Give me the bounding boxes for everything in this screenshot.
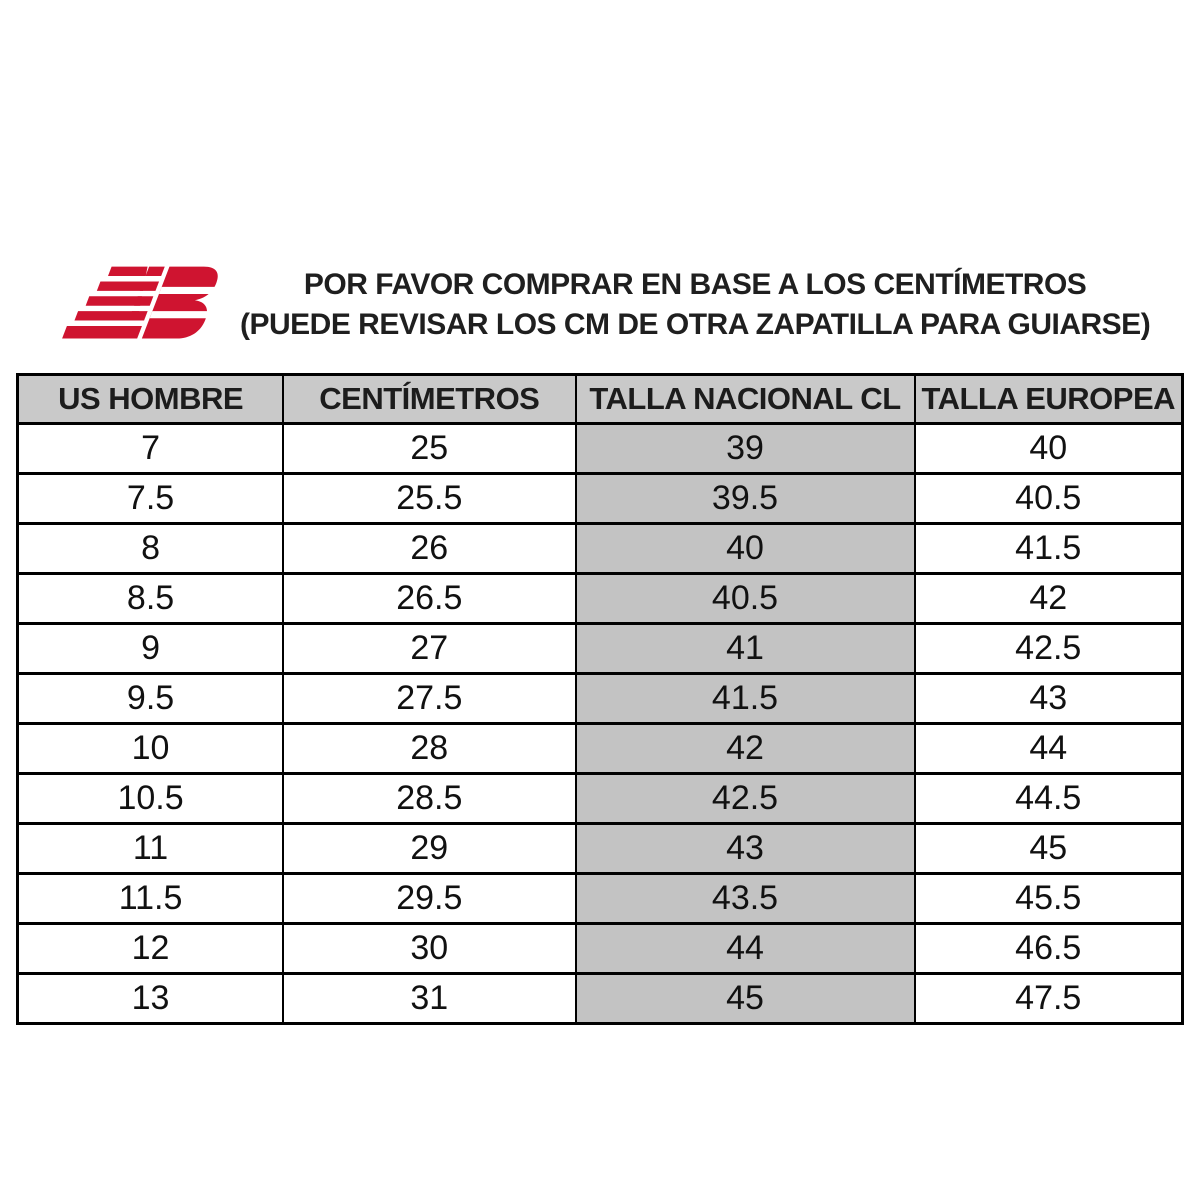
size-row: [18, 824, 1183, 874]
size-cell: 9.5: [18, 674, 284, 724]
size-cell: 31: [283, 974, 575, 1024]
size-cell: 45.5: [915, 874, 1183, 924]
new-balance-logo: [60, 253, 240, 349]
size-cell: 7: [18, 424, 284, 474]
size-cell: 8: [18, 524, 284, 574]
masthead: [16, 253, 1184, 349]
size-cell: 10.5: [18, 774, 284, 824]
size-cell: 28.5: [283, 774, 575, 824]
size-cell: 43: [576, 824, 915, 874]
size-cell: 11.5: [18, 874, 284, 924]
size-cell: 44: [915, 724, 1183, 774]
size-row: [18, 724, 1183, 774]
size-cell: 39: [576, 424, 915, 474]
size-cell: 42: [915, 574, 1183, 624]
size-row: [18, 474, 1183, 524]
size-row: [18, 974, 1183, 1024]
size-cell: 40: [576, 524, 915, 574]
size-cell: 47.5: [915, 974, 1183, 1024]
size-cell: 39.5: [576, 474, 915, 524]
size-cell: 40.5: [576, 574, 915, 624]
size-cell: 29.5: [283, 874, 575, 924]
size-table: [16, 373, 1184, 1025]
title-line-2: (PUEDE REVISAR LOS CM DE OTRA ZAPATILLA PARA GUIARSE): [240, 308, 1151, 341]
size-cell: 26: [283, 524, 575, 574]
size-cell: 43: [915, 674, 1183, 724]
size-cell: 30: [283, 924, 575, 974]
size-cell: 42: [576, 724, 915, 774]
size-row: [18, 524, 1183, 574]
column-header: CENTÍMETROS: [283, 375, 575, 424]
column-header: TALLA EUROPEA: [915, 375, 1183, 424]
size-cell: 26.5: [283, 574, 575, 624]
size-cell: 11: [18, 824, 284, 874]
size-cell: 45: [576, 974, 915, 1024]
size-cell: 27: [283, 624, 575, 674]
size-cell: 40: [915, 424, 1183, 474]
size-cell: 12: [18, 924, 284, 974]
size-cell: 45: [915, 824, 1183, 874]
size-cell: 9: [18, 624, 284, 674]
size-row: [18, 424, 1183, 474]
size-cell: 42.5: [915, 624, 1183, 674]
size-cell: 29: [283, 824, 575, 874]
size-cell: 7.5: [18, 474, 284, 524]
size-cell: 13: [18, 974, 284, 1024]
column-header-row: [18, 375, 1183, 424]
size-row: [18, 774, 1183, 824]
size-cell: 28: [283, 724, 575, 774]
size-cell: 8.5: [18, 574, 284, 624]
size-table-body: [18, 424, 1183, 1024]
size-row: [18, 674, 1183, 724]
size-row: [18, 874, 1183, 924]
size-cell: 40.5: [915, 474, 1183, 524]
nb-logo-icon: [60, 253, 232, 349]
size-row: [18, 924, 1183, 974]
size-row: [18, 574, 1183, 624]
size-cell: 27.5: [283, 674, 575, 724]
size-cell: 44.5: [915, 774, 1183, 824]
size-cell: 42.5: [576, 774, 915, 824]
title: [240, 253, 1150, 345]
size-cell: 41: [576, 624, 915, 674]
size-cell: 25.5: [283, 474, 575, 524]
column-header: TALLA NACIONAL CL: [576, 375, 915, 424]
size-cell: 10: [18, 724, 284, 774]
size-row: [18, 624, 1183, 674]
size-cell: 25: [283, 424, 575, 474]
size-cell: 41.5: [576, 674, 915, 724]
column-header: US HOMBRE: [18, 375, 284, 424]
title-line-1: POR FAVOR COMPRAR EN BASE A LOS CENTÍMETROS: [303, 268, 1087, 301]
size-cell: 46.5: [915, 924, 1183, 974]
size-cell: 41.5: [915, 524, 1183, 574]
size-cell: 43.5: [576, 874, 915, 924]
size-cell: 44: [576, 924, 915, 974]
